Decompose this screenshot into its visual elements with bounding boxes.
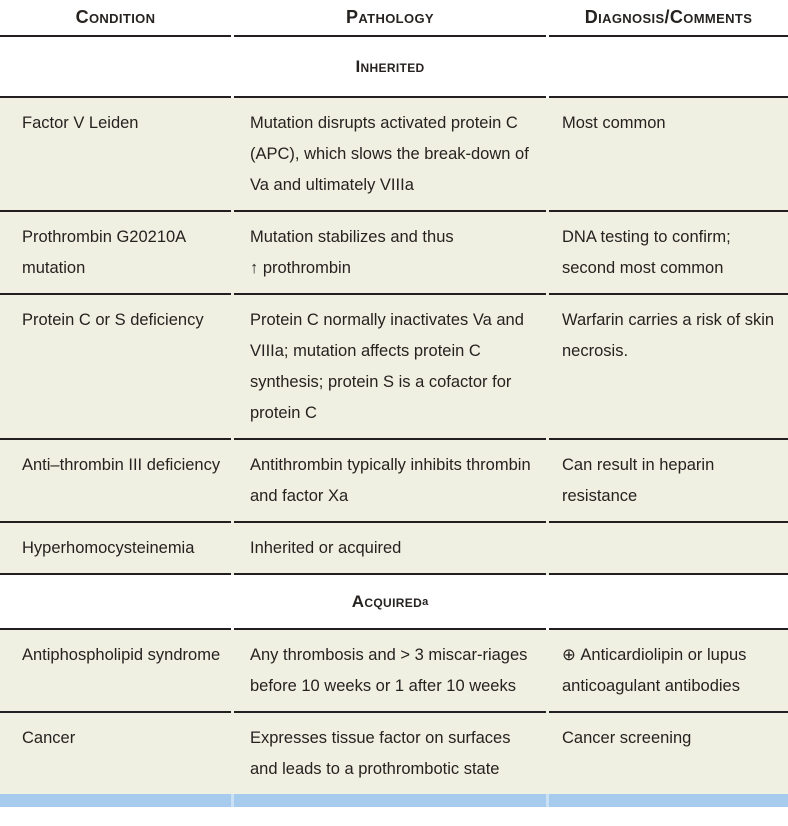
condition-cell: Hyperhomocysteinemia <box>0 523 231 575</box>
accent-bar-segment <box>549 794 788 807</box>
diagnosis-cell: ⊕ Anticardiolipin or lupus anticoagulant antibodies <box>549 630 788 713</box>
section-header-inherited <box>0 37 788 98</box>
condition-cell: Anti–thrombin III deficiency <box>0 440 231 523</box>
section-label-inherited: Inherited <box>355 56 425 76</box>
table-row-antiphospholipid-syndrome <box>0 630 788 713</box>
condition-cell: Cancer <box>22 729 76 747</box>
diagnosis-cell <box>549 523 788 575</box>
pathology-cell: Antithrombin typically inhibits thrombin and factor Xa <box>234 440 546 523</box>
table-row-hyperhomocysteinemia <box>0 523 788 575</box>
pathology-cell: Mutation disrupts activated protein C (APC), which slows the break-down of Va and ultimately VIIIa <box>234 98 546 212</box>
pathology-cell: Any thrombosis and > 3 miscar-riages before 10 weeks or 1 after 10 weeks <box>234 630 546 713</box>
section-header-acquired <box>0 575 788 630</box>
table-row-antithrombin-iii-deficiency <box>0 440 788 523</box>
column-header-condition: Condition <box>0 0 231 37</box>
section-band-spacer <box>549 575 788 630</box>
section-band-spacer <box>0 37 231 98</box>
section-label-cell <box>234 37 546 98</box>
accent-bar-segment <box>234 794 546 807</box>
section-label-acquired: Acquired <box>351 591 423 611</box>
table-header-row <box>0 0 788 37</box>
condition-cell: Factor V Leiden <box>0 98 231 212</box>
accent-bar-segment <box>0 794 231 807</box>
pathology-cell: Mutation stabilizes and thus ↑ prothrombin <box>234 212 546 295</box>
diagnosis-cell: Can result in heparin resistance <box>549 440 788 523</box>
column-header-diagnosis-comments: Diagnosis/Comments <box>549 0 788 37</box>
pathology-cell: Expresses tissue factor on surfaces and leads to a prothrombotic state <box>250 729 511 778</box>
section-label-cell: Acquired a <box>234 575 546 630</box>
table-row-prothrombin-g20210a <box>0 212 788 295</box>
table-row-factor-v-leiden <box>0 98 788 212</box>
pathology-cell: Inherited or acquired <box>234 523 546 575</box>
diagnosis-cell: Cancer screening <box>562 729 692 747</box>
section-band-spacer <box>0 575 231 630</box>
pathology-cell: Protein C normally inactivates Va and VIIIa; mutation affects protein C synthesis; protein S is a cofactor for protein C <box>234 295 546 440</box>
diagnosis-cell: DNA testing to confirm; second most common <box>549 212 788 295</box>
column-header-pathology: Pathology <box>234 0 546 37</box>
bottom-accent-bar <box>0 794 788 807</box>
condition-cell: Prothrombin G20210A mutation <box>0 212 231 295</box>
diagnosis-cell: Warfarin carries a risk of skin necrosis. <box>549 295 788 440</box>
table-row-cancer <box>0 713 788 794</box>
condition-cell: Protein C or S deficiency <box>0 295 231 440</box>
table-row-protein-c-or-s-deficiency <box>0 295 788 440</box>
condition-cell: Antiphospholipid syndrome <box>0 630 231 713</box>
diagnosis-cell: Most common <box>549 98 788 212</box>
section-band-spacer <box>549 37 788 98</box>
